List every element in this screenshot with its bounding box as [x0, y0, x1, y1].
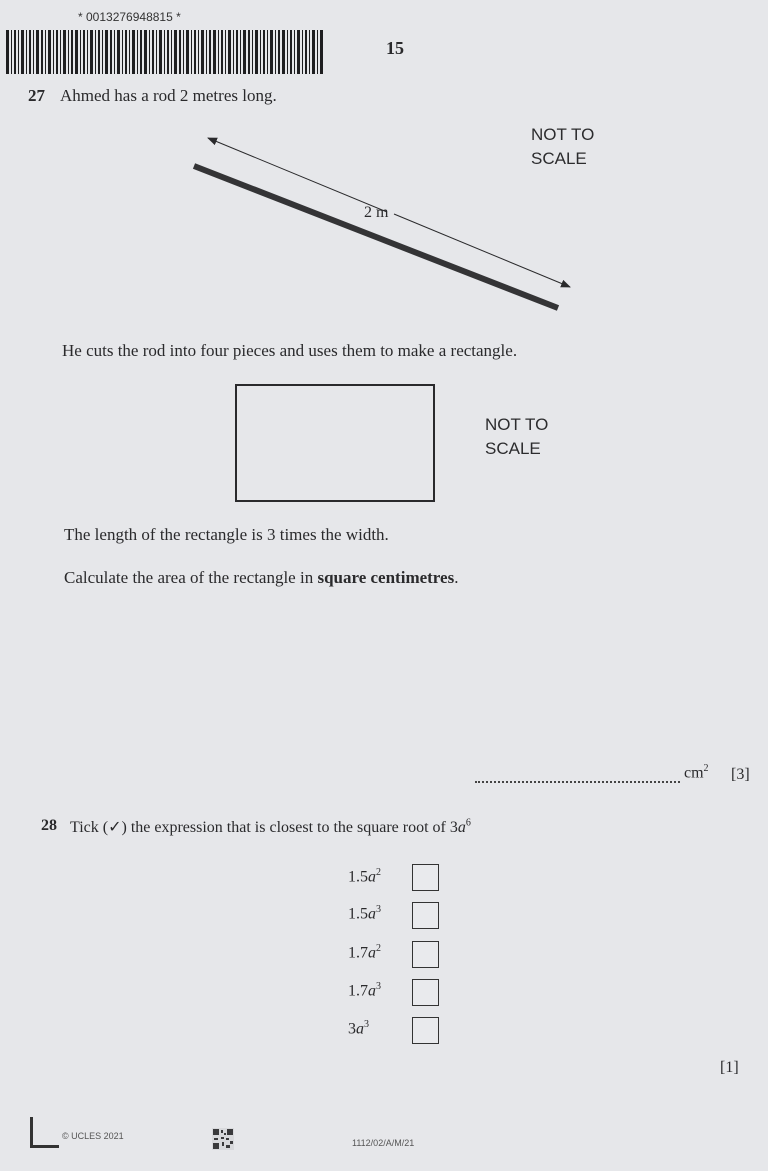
not-to-scale-label-1 — [531, 123, 594, 171]
option-power: 3 — [376, 981, 381, 992]
not-to-scale-line: SCALE — [531, 149, 587, 168]
not-to-scale-line: NOT TO — [531, 125, 595, 144]
option-variable: a — [368, 868, 376, 886]
prompt-power: 6 — [465, 817, 471, 829]
relation-text: The length of the rectangle is 3 times the width. — [64, 525, 389, 544]
option-power: 2 — [376, 867, 381, 878]
option-4-label — [348, 981, 381, 1000]
cut-description: He cuts the rod into four pieces and uses them to make a rectangle. — [62, 341, 518, 360]
question-27-number: 27 — [28, 86, 45, 105]
option-power: 3 — [364, 1019, 369, 1030]
question-27-marks: [3] — [731, 766, 750, 783]
prompt-variable: a — [457, 819, 466, 836]
barcode-number: * 0013276948815 * — [78, 10, 181, 24]
answer-unit — [684, 763, 709, 782]
option-1-checkbox[interactable] — [412, 864, 439, 891]
instruction-period: . — [454, 568, 459, 587]
option-4-checkbox[interactable] — [412, 979, 439, 1006]
instruction-text: Calculate the area of the rectangle in — [64, 568, 318, 587]
not-to-scale-label-2 — [485, 413, 548, 461]
question-28-number: 28 — [41, 817, 57, 834]
paper-code: 1112/02/A/M/21 — [352, 1138, 415, 1148]
option-variable: a — [368, 905, 376, 923]
instruction-bold-text: square centimetres — [317, 568, 455, 587]
question-28-prompt — [70, 817, 471, 837]
question-28-marks: [1] — [720, 1059, 739, 1076]
prompt-coefficient: 3 — [449, 819, 458, 836]
option-coefficient: 3 — [348, 1020, 356, 1038]
option-2-label — [348, 904, 381, 923]
option-5-checkbox[interactable] — [412, 1017, 439, 1044]
option-variable: a — [356, 1020, 364, 1038]
option-coefficient: 1.7 — [348, 982, 368, 1000]
option-coefficient: 1.5 — [348, 905, 368, 923]
calculate-instruction — [64, 568, 458, 588]
unit-text: cm — [684, 764, 704, 782]
option-5-label — [348, 1019, 369, 1038]
unit-power: 2 — [703, 763, 709, 774]
option-power: 2 — [376, 943, 381, 954]
option-3-checkbox[interactable] — [412, 941, 439, 968]
dimension-arrow-left — [208, 138, 387, 212]
rectangle-diagram — [235, 384, 435, 502]
option-coefficient: 1.7 — [348, 944, 368, 962]
qr-code-icon — [212, 1128, 234, 1150]
option-power: 3 — [376, 904, 381, 915]
option-2-checkbox[interactable] — [412, 902, 439, 929]
corner-mark — [30, 1117, 59, 1148]
page-number: 15 — [386, 38, 404, 58]
not-to-scale-line: SCALE — [485, 439, 541, 458]
prompt-text: Tick (✓) the expression that is closest to the square root of — [70, 819, 450, 836]
not-to-scale-line: NOT TO — [485, 415, 549, 434]
rod — [194, 166, 558, 308]
rod-diagram — [180, 128, 590, 318]
rod-length-label: 2 m — [364, 204, 389, 221]
option-variable: a — [368, 944, 376, 962]
option-3-label — [348, 943, 381, 962]
barcode — [4, 30, 326, 74]
option-coefficient: 1.5 — [348, 868, 368, 886]
question-27-intro: Ahmed has a rod 2 metres long. — [60, 86, 277, 105]
answer-input-line[interactable] — [475, 781, 680, 783]
copyright: © UCLES 2021 — [62, 1131, 124, 1141]
option-1-label — [348, 867, 381, 886]
option-variable: a — [368, 982, 376, 1000]
